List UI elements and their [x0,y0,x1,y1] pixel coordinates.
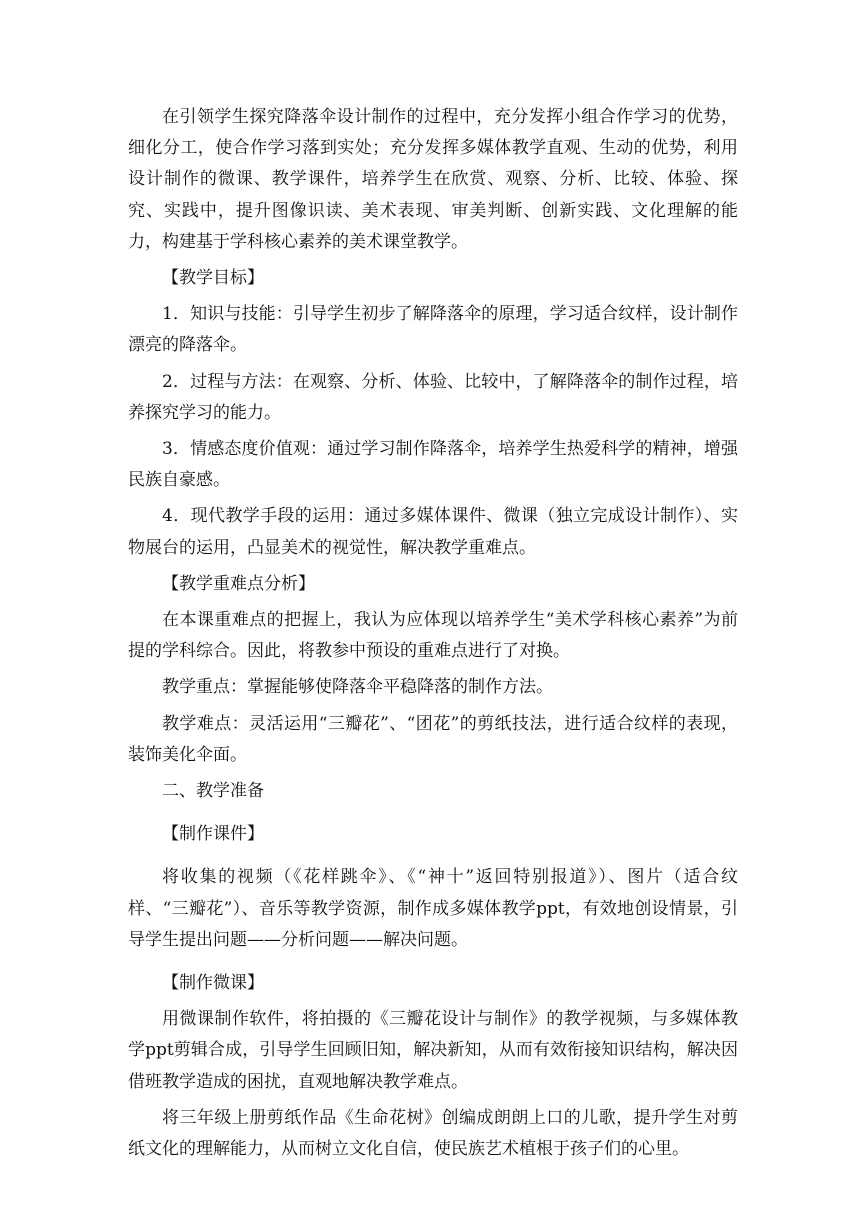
microlesson-paragraph: 用微课制作软件，将拍摄的《三瓣花设计与制作》的教学视频，与多媒体教学ppt剪辑合成，引导学生回顾旧知，解决新知，从而有效衔接知识结构，解决因借班教学造成的困扰，直观地解决教学难点。 [128,1009,738,1092]
teaching-difficulty: 教学难点：灵活运用“三瓣花”、“团花”的剪纸技法，进行适合纹样的表现，装饰美化伞面。 [128,713,738,765]
papercut-song-paragraph: 将三年级上册剪纸作品《生命花树》创编成朗朗上口的儿歌，提升学生对剪纸文化的理解能力，从而树立文化自信，使民族艺术植根于孩子们的心里。 [128,1107,738,1160]
document-page [128,102,738,1170]
courseware-heading: 【制作课件】 [162,824,264,845]
intro-paragraph: 在引领学生探究降落伞设计制作的过程中，充分发挥小组合作学习的优势，细化分工，使合作学习落到实处；充分发挥多媒体教学直观、生动的优势，利用设计制作的微课、教学课件，培养学生在欣赏、观察、分析、比较、体验、探究、实践中，提升图像识读、美术表现、审美判断、创新实践、文化理解的能力，构建基于学科核心素养的美术课堂教学。 [128,107,738,252]
teaching-goals-heading: 【教学目标】 [162,268,264,289]
goal-emotion-values: 3．情感态度价值观：通过学习制作降落伞，培养学生热爱科学的精神，增强民族自豪感。 [128,439,738,491]
key-points-intro: 在本课重难点的把握上，我认为应体现以培养学生“美术学科核心素养”为前提的学科综合。因此，将教参中预设的重难点进行了对换。 [128,610,738,662]
goal-modern-teaching-tools: 4．现代教学手段的运用：通过多媒体课件、微课（独立完成设计制作）、实物展台的运用，凸显美术的视觉性，解决教学重难点。 [128,506,738,558]
teaching-focus: 教学重点：掌握能够使降落伞平稳降落的制作方法。 [162,677,553,698]
microlesson-heading: 【制作微课】 [162,973,264,994]
key-points-heading: 【教学重难点分析】 [162,573,315,594]
goal-knowledge-skills: 1．知识与技能：引导学生初步了解降落伞的原理，学习适合纹样，设计制作漂亮的降落伞。 [128,304,738,356]
courseware-paragraph: 将收集的视频（《花样跳伞》、《“神十”返回特别报道》）、图片（适合纹样、“三瓣花”）、音乐等教学资源，制作成多媒体教学ppt，有效地创设情景，引导学生提出问题——分析问题——解决问题。 [128,867,738,950]
section-teaching-preparation: 二、教学准备 [162,781,264,802]
goal-process-methods: 2．过程与方法：在观察、分析、体验、比较中，了解降落伞的制作过程，培养探究学习的能力。 [128,371,738,423]
